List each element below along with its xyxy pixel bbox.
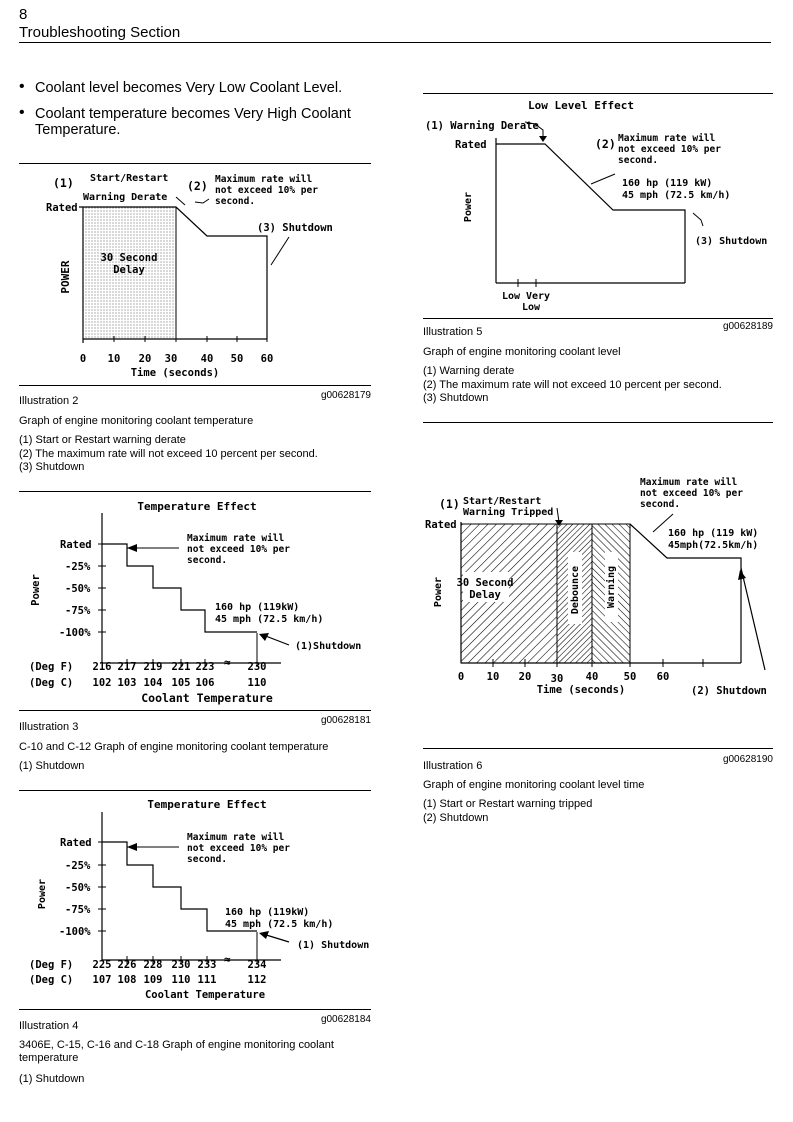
chart-ill6 xyxy=(423,470,773,705)
list-item: (3) Shutdown xyxy=(19,461,85,473)
tick-c: 110 xyxy=(171,974,191,986)
y-axis-label: Power xyxy=(433,576,444,608)
debounce-label: Debounce xyxy=(570,565,581,615)
leader-line xyxy=(741,568,765,670)
tick-f: 216 xyxy=(92,661,112,673)
y-label: Rated xyxy=(60,539,92,551)
figure-rule xyxy=(423,93,773,94)
list-item: (1) Start or Restart warning tripped xyxy=(423,798,593,810)
arrow-head xyxy=(127,544,137,552)
annotation: not exceed 10% per xyxy=(640,488,743,499)
illustration-label: Illustration 2 xyxy=(19,395,79,407)
caption: Graph of engine monitoring coolant level xyxy=(423,346,621,358)
bullet-item: • Coolant level becomes Very Low Coolant Level. xyxy=(19,80,379,96)
x-tick-label: 0 xyxy=(79,353,87,365)
warning-label: Warning xyxy=(606,565,617,609)
tick-c: 112 xyxy=(247,974,267,986)
tick-c: 110 xyxy=(247,677,267,689)
leader-line xyxy=(557,508,559,522)
x-tick-label: 60 xyxy=(260,353,274,365)
chart-title: Temperature Effect xyxy=(137,500,257,513)
y-axis-label: Power xyxy=(463,191,474,223)
deg-f-label: (Deg F) xyxy=(29,959,74,971)
annotation: Warning Derate xyxy=(83,192,168,203)
rated-label: Rated xyxy=(425,519,457,531)
annotation: Start/Restart xyxy=(463,496,542,507)
callout-2: (2) xyxy=(187,179,208,193)
tick-c: 105 xyxy=(171,677,191,689)
shutdown-label: (3) Shutdown xyxy=(695,236,768,247)
y-label: -25% xyxy=(65,561,91,573)
annotation: 160 hp (119kW) xyxy=(215,602,300,613)
illustration-label: Illustration 3 xyxy=(19,721,79,733)
axis-break: ≈ xyxy=(224,953,231,966)
x-tick-label: 30 xyxy=(164,353,178,365)
deg-c-label: (Deg C) xyxy=(29,974,74,986)
tick-f: 223 xyxy=(195,661,215,673)
tick-f: 226 xyxy=(117,959,137,971)
header-rule xyxy=(19,42,771,43)
illustration-label: Illustration 4 xyxy=(19,1020,79,1032)
figure-rule xyxy=(423,422,773,423)
caption-list xyxy=(19,1073,371,1087)
figure-rule xyxy=(19,1009,371,1010)
graphic-id: g00628181 xyxy=(320,715,371,726)
annotation: Start/Restart xyxy=(90,173,169,184)
callout-1: (1) Warning Derate xyxy=(425,120,539,132)
tick-f: 233 xyxy=(197,959,217,971)
tick-c: 104 xyxy=(143,677,163,689)
x-tick-label: 40 xyxy=(200,353,214,365)
y-label: -25% xyxy=(65,860,91,872)
arrow-head xyxy=(127,843,137,851)
deg-f-label: (Deg F) xyxy=(29,661,74,673)
arrow-head xyxy=(539,136,547,142)
annotation: second. xyxy=(187,555,228,566)
leader-line xyxy=(591,174,615,184)
y-axis-label: Power xyxy=(37,878,48,910)
x-axis-label: Coolant Temperature xyxy=(141,691,273,705)
delay-label: 30 Second xyxy=(100,252,158,264)
figure-rule xyxy=(19,790,371,791)
figure-rule xyxy=(19,385,371,386)
figure-rule xyxy=(423,748,773,749)
x-tick-label: 50 xyxy=(623,671,637,683)
tick-c: 111 xyxy=(197,974,217,986)
chart-title: Temperature Effect xyxy=(147,798,267,811)
callout-1: (1) xyxy=(53,176,74,190)
x-axis-label: Coolant Temperature xyxy=(144,989,266,1001)
chart-ill2 xyxy=(19,165,371,385)
annotation: 45mph(72.5km/h) xyxy=(668,540,759,551)
annotation: not exceed 10% per xyxy=(215,185,318,196)
tick-c: 109 xyxy=(143,974,163,986)
bullet-list xyxy=(19,80,379,148)
list-item: (1) Warning derate xyxy=(423,365,515,377)
tick-f: 230 xyxy=(247,661,267,673)
annotation: 45 mph (72.5 km/h) xyxy=(225,919,334,930)
tick-c: 106 xyxy=(195,677,215,689)
annotation: second. xyxy=(215,196,256,207)
annotation: 160 hp (119 kW) xyxy=(668,528,759,539)
tick-f: 230 xyxy=(171,959,191,971)
x-tick-label: Low xyxy=(521,302,541,313)
y-label: -50% xyxy=(65,583,91,595)
shutdown-label: (1)Shutdown xyxy=(295,641,362,652)
illustration-label: Illustration 5 xyxy=(423,326,483,338)
rated-label: Rated xyxy=(46,202,78,214)
tick-c: 102 xyxy=(92,677,112,689)
figure-rule xyxy=(19,710,371,711)
list-item: (1) Start or Restart warning derate xyxy=(19,434,186,446)
annotation: Warning Tripped xyxy=(463,507,554,518)
annotation: Maximum rate will xyxy=(187,533,285,544)
figure-rule xyxy=(423,318,773,319)
chart-ill3 xyxy=(19,493,371,708)
x-tick-label: 0 xyxy=(457,671,465,683)
chart-ill5 xyxy=(423,96,773,316)
x-tick-label: 30 xyxy=(550,673,564,685)
annotation: second. xyxy=(187,854,228,865)
tick-f: 228 xyxy=(143,959,163,971)
annotation: second. xyxy=(640,499,681,510)
x-tick-label: Low xyxy=(502,291,521,302)
x-tick-label: Very xyxy=(526,291,551,302)
tick-f: 234 xyxy=(247,959,267,971)
annotation: not exceed 10% per xyxy=(618,144,721,155)
annotation: Maximum rate will xyxy=(187,832,285,843)
caption-list xyxy=(423,798,773,825)
x-tick-label: 50 xyxy=(230,353,244,365)
illustration-label: Illustration 6 xyxy=(423,760,483,772)
y-label: -100% xyxy=(59,926,91,938)
bullet-item: • Coolant temperature becomes Very High Coolant Temperature. xyxy=(19,106,379,138)
list-item: (2) Shutdown xyxy=(423,811,489,824)
tick-c: 107 xyxy=(92,974,112,986)
annotation: 45 mph (72.5 km/h) xyxy=(215,614,324,625)
leader-line xyxy=(271,237,289,265)
x-axis-label: Time (seconds) xyxy=(536,684,626,696)
arrow-head xyxy=(259,931,269,939)
annotation: second. xyxy=(618,155,659,166)
x-tick-label: 20 xyxy=(138,353,152,365)
y-label: -100% xyxy=(59,627,91,639)
axis-break: ≈ xyxy=(224,656,231,669)
graphic-id: g00628184 xyxy=(320,1014,371,1025)
y-axis-label: Power xyxy=(30,574,42,606)
delay-label: Delay xyxy=(113,264,145,276)
list-item: (2) The maximum rate will not exceed 10 percent per second. xyxy=(423,378,722,391)
x-tick-label: 10 xyxy=(486,671,500,683)
caption: C-10 and C-12 Graph of engine monitoring coolant temperature xyxy=(19,741,329,753)
tick-f: 219 xyxy=(143,661,163,673)
y-label: -75% xyxy=(65,904,91,916)
caption-list xyxy=(423,365,773,406)
x-axis-label: Time (seconds) xyxy=(130,367,220,379)
leader-line xyxy=(693,213,703,226)
page-number: 8 xyxy=(19,6,28,23)
leader-line xyxy=(176,197,185,205)
annotation: Maximum rate will xyxy=(640,477,738,488)
list-item: (2) The maximum rate will not exceed 10 percent per second. xyxy=(19,447,318,460)
caption-list xyxy=(19,760,371,774)
chart-ill4 xyxy=(19,792,371,1004)
figure-rule xyxy=(19,491,371,492)
delay-label: 30 Second xyxy=(456,577,514,589)
leader-line xyxy=(195,199,209,203)
caption: Graph of engine monitoring coolant level time xyxy=(423,779,645,791)
y-label: -75% xyxy=(65,605,91,617)
list-item: (1) Shutdown xyxy=(19,1073,85,1085)
x-tick-label: 20 xyxy=(518,671,532,683)
x-tick-label: 40 xyxy=(585,671,599,683)
shutdown-label: (2) Shutdown xyxy=(691,685,767,697)
annotation: 160 hp (119kW) xyxy=(225,907,310,918)
annotation: not exceed 10% per xyxy=(187,544,290,555)
x-tick-label: 60 xyxy=(656,671,670,683)
callout-2: (2) xyxy=(595,137,616,151)
caption-list xyxy=(19,434,371,475)
annotation: Maximum rate will xyxy=(618,133,716,144)
x-tick-label: 10 xyxy=(107,353,121,365)
delay-label: Delay xyxy=(469,589,501,601)
figure-rule xyxy=(19,163,371,164)
rated-label: Rated xyxy=(455,139,487,151)
callout-1: (1) xyxy=(439,497,460,511)
tick-c: 103 xyxy=(117,677,137,689)
annotation: Maximum rate will xyxy=(215,174,313,185)
graphic-id: g00628190 xyxy=(722,754,773,765)
annotation: 160 hp (119 kW) xyxy=(622,178,713,189)
annotation: not exceed 10% per xyxy=(187,843,290,854)
chart-title: Low Level Effect xyxy=(528,99,634,112)
y-label: -50% xyxy=(65,882,91,894)
list-item: (1) Shutdown xyxy=(19,760,85,772)
tick-f: 217 xyxy=(117,661,137,673)
tick-f: 221 xyxy=(171,661,191,673)
list-item: (3) Shutdown xyxy=(423,392,489,404)
graphic-id: g00628189 xyxy=(722,321,773,332)
shutdown-label: (3) Shutdown xyxy=(257,222,333,234)
section-title: Troubleshooting Section xyxy=(19,24,181,41)
graphic-id: g00628179 xyxy=(320,390,371,401)
tick-f: 225 xyxy=(92,959,112,971)
shutdown-label: (1) Shutdown xyxy=(297,940,370,951)
caption: Graph of engine monitoring coolant temperature xyxy=(19,415,254,427)
tick-c: 108 xyxy=(117,974,137,986)
caption: 3406E, C-15, C-16 and C-18 Graph of engine monitoring coolant temperature xyxy=(19,1039,334,1064)
y-label: Rated xyxy=(60,837,92,849)
annotation: 45 mph (72.5 km/h) xyxy=(622,190,731,201)
y-axis-label: POWER xyxy=(59,260,72,294)
deg-c-label: (Deg C) xyxy=(29,677,74,689)
